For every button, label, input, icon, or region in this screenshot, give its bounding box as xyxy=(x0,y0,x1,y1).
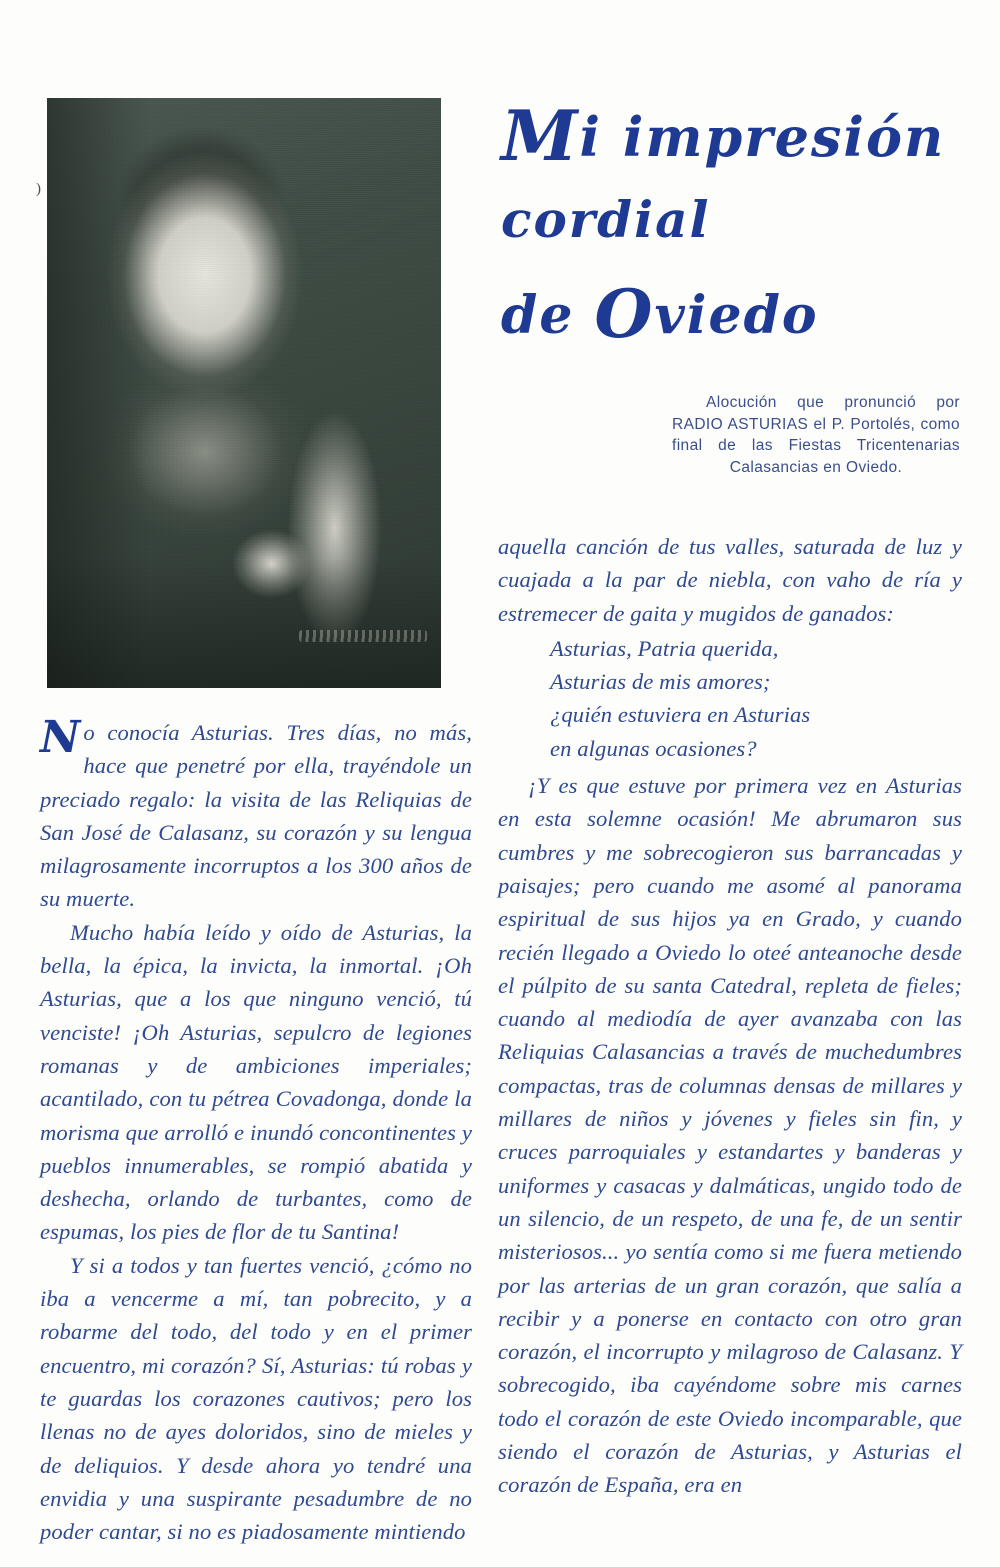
caption-line-2: por RADIO ASTURIAS el xyxy=(672,394,960,433)
caption-line-5: Calasancias en Oviedo. xyxy=(729,458,903,476)
verse-line-4: en algunas ocasiones? xyxy=(550,735,757,761)
title-line-1-text: i impresión xyxy=(579,105,946,169)
title-initial-m: M xyxy=(501,96,580,177)
drop-cap-n: N xyxy=(40,712,81,763)
body-column-left xyxy=(40,712,472,1548)
photo-bottom-shadow xyxy=(47,558,441,688)
caption-line-1: Alocución que pronunció xyxy=(706,394,917,411)
portrait-photograph xyxy=(47,98,441,688)
title-line-3 xyxy=(495,266,975,360)
verse-line-2: Asturias de mis amores; xyxy=(550,669,771,695)
title-initial-o: O xyxy=(594,275,655,353)
left-paragraph-1-text: o conocía Asturias. Tres días, no más, hace que penetré por ella, trayéndole un preciado regalo: la visita de las Reliquias de San José de Calasanz, su corazón y su lengua milagrosamente incorruptos a los 300 años de su muerte. xyxy=(40,720,472,912)
verse-line-1: Asturias, Patria querida, xyxy=(550,635,779,661)
title-line-3-prefix: de xyxy=(501,285,595,346)
verse-line-3: ¿quién estuviera en Asturias xyxy=(550,702,811,728)
page-margin-mark: ) xyxy=(36,181,41,197)
body-column-right xyxy=(498,530,962,1502)
caption-line-4: las Fiestas Tricentenarias xyxy=(751,437,960,454)
left-paragraph-1 xyxy=(40,712,472,916)
article-caption xyxy=(672,392,960,478)
photographer-signature xyxy=(299,630,427,642)
title-line-3-text: viedo xyxy=(654,285,819,346)
caption-line-3: P. Portolés, como final de xyxy=(672,415,960,454)
right-paragraph-1: aquella canción de tus valles, saturada de luz y cuajada a la par de niebla, con vaho de ría y estremecer de gaita y mugidos de ganados: xyxy=(498,534,962,626)
left-paragraph-2: Mucho había leído y oído de Asturias, la bella, la épica, la invicta, la inmortal. ¡Oh Asturias, que a los que ninguno venció, tú venciste! ¡Oh Asturias, sepulcro de legiones romanas y de ambiciones imperiales; acantilado, con tu pétrea Covadonga, donde la morisma que arrolló e inundó concontinentes y pueblos innumerables, se rompió abatida y deshecha, orlando de turbantes, como de espumas, los pies de flor de tu Santina! xyxy=(40,919,472,1245)
title-line-2: cordial xyxy=(501,190,711,249)
article-title xyxy=(495,96,975,360)
right-paragraph-2: ¡Y es que estuve por primera vez en Asturias en esta solemne ocasión! Me abrumaron sus cumbres y me sobrecogieron sus barrancadas y paisajes; pero cuando me asomé al panorama espiritual de sus hijos ya en Grado, y cuando recién llegado a Oviedo lo oteé anteanoche desde el púlpito de su santa Catedral, repleta de fieles; cuando al mediodía de ayer avanzaba con las Reliquias Calasancias a través de muchedumbres compactas, tras de columnas densas de millares y millares de niños y jóvenes y fieles sin fin, y cruces parroquiales y estandartes y banderas y uniformes y casacas y dalmáticas, ungido todo de un silencio, de un respeto, de una fe, de un sentir misteriosos... yo sentía como si me fuera metiendo por las arterias de un gran corazón, que salía a recibir y a ponerse en contacto con otro gran corazón, el incorrupto y milagroso de Calasanz. Y sobrecogido, iba cayéndome sobre mis carnes todo el corazón de este Oviedo incomparable, que siendo el corazón de Asturias, y Asturias el corazón de España, era en xyxy=(498,773,962,1498)
title-line-1 xyxy=(495,96,975,177)
left-paragraph-3: Y si a todos y tan fuertes venció, ¿cómo no iba a vencerme a mí, tan pobrecito, y a robarme del todo, del todo y en el primer encuentro, mi corazón? Sí, Asturias: tú robas y te guardas los corazones cautivos; pero los llenas no de ayes doloridos, sino de mieles y de deliquios. Y desde ahora yo tendré una envidia y una suspirante pesadumbre de no poder cantar, si no es piadosamente mintiendo xyxy=(40,1252,472,1545)
verse-quote xyxy=(498,632,962,765)
